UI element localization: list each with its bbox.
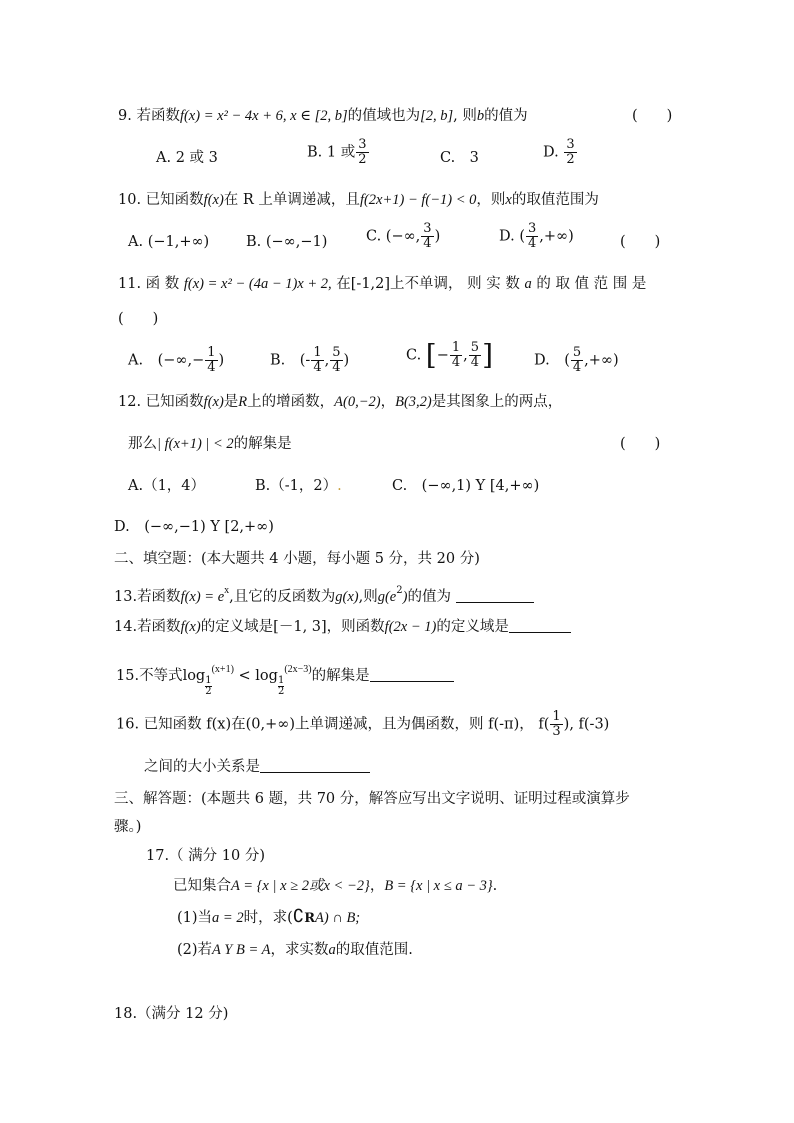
q17-expr: A = {x | x ≥ 2或x < −2} — [231, 878, 370, 894]
q17-title: 17.（ 满分 10 分) — [146, 848, 265, 864]
q14-text: 的定义域是[－1, 3]，则函数 — [200, 619, 385, 635]
q16-number: 16. — [116, 716, 140, 733]
q12-expr: | f(x+1) | < 2 — [157, 436, 234, 452]
q9-line — [118, 106, 528, 126]
q9-text: , 则 — [453, 108, 477, 124]
q13-text: ,且它的反函数为 — [229, 589, 336, 605]
q11-number: 11. — [118, 276, 142, 292]
minus: − — [436, 347, 449, 364]
q13-text: 的值为 — [407, 589, 451, 605]
q13-answer-blank[interactable] — [456, 588, 534, 603]
q12-number: 12. — [118, 394, 142, 410]
denominator: 2 — [205, 686, 212, 697]
denominator: 3 — [552, 724, 561, 739]
q9-option-a: A. 2 或 3 — [156, 150, 218, 166]
section-3-title-cont: 骤。) — [114, 819, 142, 835]
option-tail: ) — [343, 352, 350, 369]
q11-line — [118, 274, 646, 294]
section-3-title: 三、解答题：(本题共 6 题，共 70 分，解答应写出文字说明、证明过程或演算步 — [114, 791, 630, 807]
denominator: 2 — [566, 152, 575, 167]
q18-title: 18.（满分 12 分) — [114, 1006, 229, 1022]
q14-text: 的定义域是 — [436, 619, 509, 635]
numerator: 1 — [552, 709, 561, 724]
denominator: 4 — [527, 236, 537, 251]
q16-line2 — [144, 757, 370, 777]
q17-part-1 — [177, 907, 360, 929]
q12-option-c: C. (−∞,1) Y [4,+∞) — [392, 478, 540, 494]
denominator: 2 — [358, 152, 367, 167]
q16-line — [116, 710, 609, 739]
fraction — [550, 710, 562, 739]
fraction — [330, 346, 342, 375]
q17-text: 的取值范围. — [335, 942, 413, 958]
denominator: 4 — [332, 360, 341, 375]
q12-text: 已知函数 — [145, 394, 204, 410]
q10-line — [118, 190, 599, 210]
q13-text: 若函数 — [137, 589, 181, 605]
q10-text: 在 R 上单调递减，且 — [223, 192, 360, 208]
comma: , — [463, 347, 468, 364]
option-tail: ,+∞) — [584, 352, 619, 369]
q16-answer-blank[interactable] — [260, 758, 370, 773]
q16-text: ), f(-3) — [563, 716, 610, 733]
q17-text: . — [492, 878, 498, 894]
q17-text: 时，求( — [243, 910, 293, 926]
q11-text: 的 取 值 范 围 是 — [536, 276, 647, 292]
q10-answer-paren: ( ) — [620, 234, 661, 250]
fraction — [564, 138, 576, 167]
q17-text: 已知集合 — [173, 878, 231, 894]
option-label: D. ( — [499, 228, 525, 245]
q11-text: 在[-1,2]上不单调， 则 实 数 — [336, 276, 520, 292]
q17-part-2 — [177, 940, 413, 960]
option-label: C. — [406, 347, 422, 364]
q17-text: (1)当 — [177, 910, 213, 926]
numerator: 5 — [470, 340, 480, 355]
q13-expr: g(x) — [335, 589, 359, 605]
q17-text: ，求实数 — [270, 942, 329, 958]
q15-number: 15. — [116, 668, 140, 684]
fraction — [571, 346, 583, 375]
q17-statement — [173, 876, 497, 896]
q9-text: 若函数 — [136, 108, 180, 124]
q16-text: 之间的大小关系是 — [144, 759, 260, 775]
denominator: 2 — [277, 686, 285, 697]
q14-line — [114, 617, 571, 637]
q13-number: 13. — [114, 589, 138, 605]
log: log — [255, 668, 278, 684]
q15-line — [116, 660, 454, 697]
q14-number: 14. — [114, 619, 138, 635]
q12-text: 上的增函数， — [247, 394, 335, 410]
q10-option-b: B. (−∞,−1) — [246, 234, 328, 250]
q10-expr: f(x) — [203, 192, 224, 208]
superscript: x — [224, 585, 230, 596]
q11-option-d — [534, 346, 619, 375]
q17-expr: a = 2 — [212, 910, 244, 926]
fraction — [205, 346, 217, 375]
q10-option-a: A. (−1,+∞) — [128, 234, 210, 250]
bracket: ] — [482, 338, 493, 372]
option-tail: ) — [218, 352, 225, 369]
option-label: A. (−∞,− — [128, 352, 205, 369]
q14-expr: f(x) — [180, 619, 201, 635]
q10-number: 10. — [118, 192, 142, 208]
section-2-title: 二、填空题：(本大题共 4 小题，每小题 5 分，共 20 分) — [114, 551, 480, 567]
q12-text: ， — [380, 394, 396, 410]
numerator: 1 — [313, 345, 322, 360]
option-label: D. ( — [534, 352, 570, 369]
q12-line2 — [128, 434, 292, 454]
q9-option-c: C. 3 — [440, 150, 479, 166]
q12-expr: f(x) — [203, 394, 224, 410]
option-label: B. 1 或 — [307, 144, 356, 161]
numerator: 1 — [205, 675, 212, 686]
q17-expr: A Y B = A — [212, 942, 271, 958]
q10-expr: x — [505, 192, 512, 208]
q9-expr: b — [476, 108, 485, 124]
q10-text: 的取值范围为 — [511, 192, 599, 208]
q16-text: 已知函数 f(x)在(0,+∞)上单调递减，且为偶函数，则 f(-π)， f( — [143, 716, 550, 733]
option-label: C. (−∞, — [366, 228, 421, 245]
numerator: 3 — [423, 221, 432, 236]
q11-expr: a — [524, 276, 532, 292]
q12-expr: R — [238, 394, 248, 410]
q12-option-d: D. (−∞,−1) Y [2,+∞) — [114, 519, 274, 535]
q17-text: (2)若 — [177, 942, 213, 958]
complement-symbol: ∁ — [292, 906, 305, 927]
fraction — [356, 138, 368, 167]
denominator: 4 — [470, 355, 480, 370]
numerator: 3 — [358, 137, 367, 152]
q17-expr: ) ∩ B; — [323, 910, 361, 926]
option-dot: . — [337, 478, 342, 494]
denominator: 4 — [423, 236, 432, 251]
q17-expr: A — [315, 910, 324, 926]
q11-option-b — [270, 346, 349, 375]
log: log — [182, 668, 206, 684]
q12-option-b — [255, 476, 342, 496]
q10-text: 已知函数 — [145, 192, 204, 208]
q10-expr: f(2x+1) − f(−1) < 0 — [359, 192, 477, 208]
fraction — [311, 346, 323, 375]
numerator: 5 — [332, 345, 341, 360]
numerator: 1 — [207, 345, 216, 360]
option-label: D. — [543, 144, 559, 161]
q9-text: 的值域也为 — [347, 108, 421, 124]
q9-answer-paren: ( ) — [632, 108, 673, 124]
option-tail: ) — [434, 228, 441, 245]
q17-expr: a — [328, 942, 336, 958]
option-label: B. (- — [270, 352, 311, 369]
q10-option-d — [499, 222, 574, 251]
q15-text: 的解集是 — [311, 668, 370, 684]
denominator: 4 — [572, 360, 582, 375]
q17-text: ， — [369, 878, 385, 894]
q13-line — [114, 581, 534, 607]
q12-text: 的解集是 — [233, 436, 292, 452]
q14-text: 若函数 — [137, 619, 181, 635]
q13-expr: f(x) = e — [180, 589, 225, 605]
numerator: 3 — [566, 137, 575, 152]
numerator: 5 — [572, 345, 582, 360]
q9-option-d — [543, 138, 578, 167]
q11-option-c — [406, 338, 493, 372]
numerator: 1 — [277, 675, 285, 686]
q12-line — [118, 392, 562, 412]
q11-text: 函 数 — [145, 276, 180, 292]
less-than: < — [238, 668, 251, 684]
q9-number: 9. — [118, 108, 132, 124]
q12-answer-paren: ( ) — [620, 436, 661, 452]
q12-expr: A(0,−2) — [334, 394, 381, 410]
log-base — [205, 676, 211, 697]
q11-answer-paren: ( ) — [118, 311, 159, 327]
denominator: 4 — [313, 360, 322, 375]
bracket: [ — [425, 338, 437, 372]
q9-expr: [2, b] — [420, 108, 454, 124]
comma: , — [324, 352, 330, 369]
superscript: (x+1) — [211, 664, 234, 675]
q9-option-b — [307, 138, 370, 167]
superscript: 2 — [396, 585, 403, 596]
fraction — [469, 341, 481, 370]
q13-text: ,则 — [358, 589, 378, 605]
q14-answer-blank[interactable] — [509, 618, 571, 633]
denominator: 4 — [451, 355, 461, 370]
log-base — [278, 676, 284, 697]
numerator: 3 — [527, 221, 537, 236]
q11-expr: f(x) = x² − (4a − 1)x + 2, — [183, 276, 332, 292]
q15-text: 不等式 — [139, 668, 183, 684]
q13-expr: ) — [402, 589, 408, 605]
q17-expr: B = {x | x ≤ a − 3} — [384, 878, 493, 894]
option-text: B.（-1，2） — [255, 478, 338, 494]
q9-expr: f(x) = x² − 4x + 6, x ∈ [2, b] — [179, 108, 348, 124]
q9-text: 的值为 — [484, 108, 528, 124]
superscript: (2x−3) — [284, 664, 312, 675]
q12-expr: B(3,2) — [395, 394, 432, 410]
q10-option-c — [366, 222, 440, 251]
fraction — [526, 222, 538, 251]
q13-expr: g(e — [377, 589, 397, 605]
q15-answer-blank[interactable] — [370, 667, 454, 682]
fraction — [450, 341, 462, 370]
q12-text: 那么 — [128, 436, 157, 452]
q12-text: 是其图象上的两点， — [431, 394, 563, 410]
real-set-symbol: R — [304, 911, 316, 926]
numerator: 1 — [451, 340, 461, 355]
denominator: 4 — [207, 360, 216, 375]
option-tail: ,+∞) — [539, 228, 574, 245]
q10-text: ，则 — [476, 192, 506, 208]
q12-option-a: A.（1，4） — [128, 478, 206, 494]
q11-option-a — [128, 346, 224, 375]
fraction — [421, 222, 433, 251]
q12-text: 是 — [223, 394, 239, 410]
q14-expr: f(2x − 1) — [384, 619, 437, 635]
